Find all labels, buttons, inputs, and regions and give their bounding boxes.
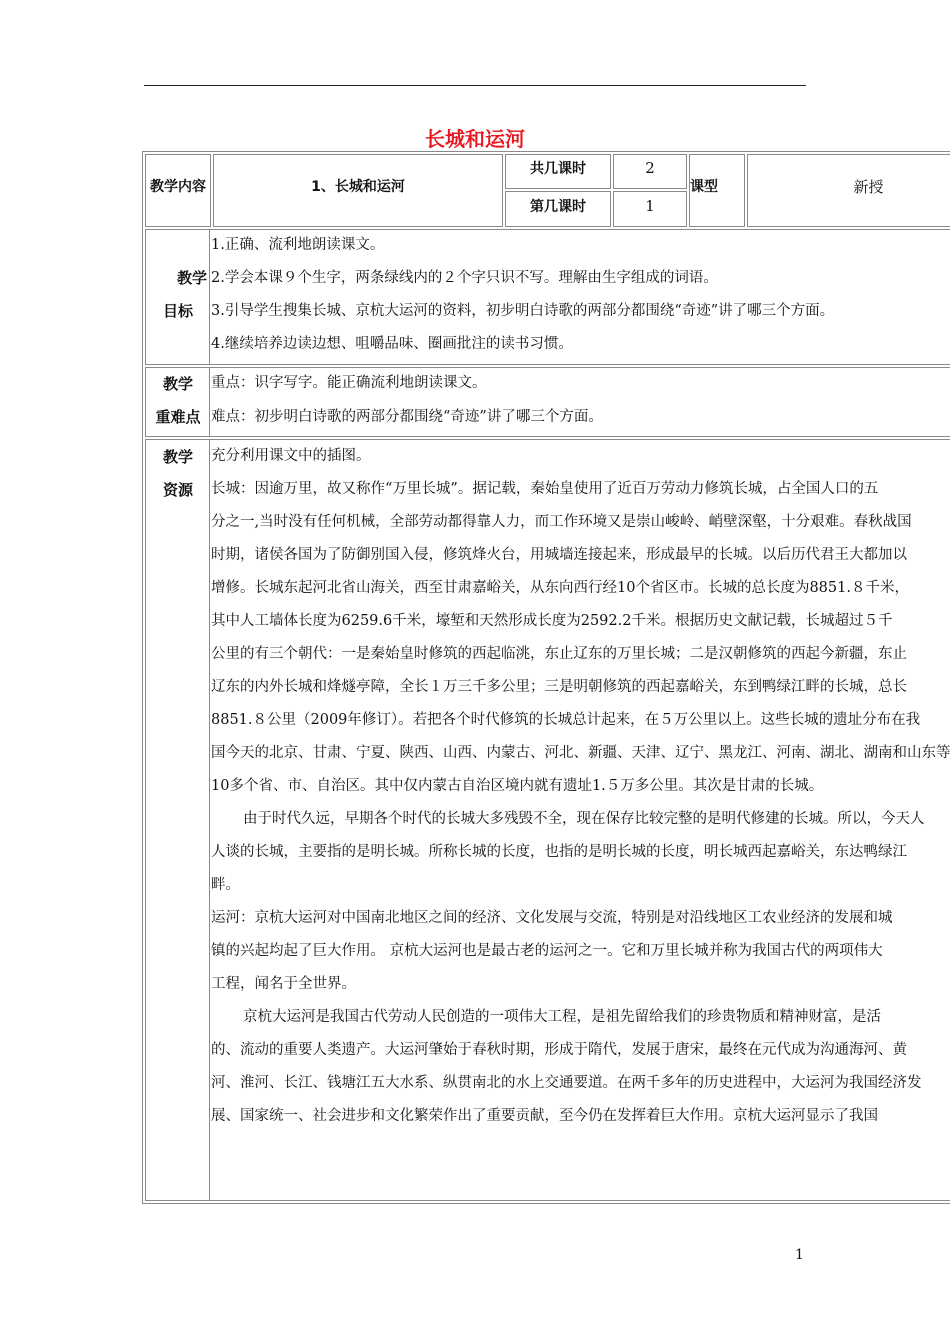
resource-line: 长城：因逾万里，故又称作“万里长城”。据记载，秦始皇使用了近百万劳动力修筑长城，占全国人口的五 [211,481,879,497]
resource-line: 人谈的长城，主要指的是明长城。所称长城的长度，也指的是明长城的长度，明长城西起嘉峪关，东达鸭绿江 [211,844,907,860]
resource-line: 时期，诸侯各国为了防御别国入侵，修筑烽火台，用城墙连接起来，形成最早的长城。以后历代君王大都加以 [211,547,907,563]
total-periods-value: 2 [645,159,655,177]
resource-line: 充分利用课文中的插图。 [211,448,371,464]
objectives-label-1: 教学 [176,269,207,287]
resource-line: 运河：京杭大运河对中国南北地区之间的经济、文化发展与交流，特别是对沿线地区工农业经济的发展和城 [211,910,893,926]
keypoints-label-2: 重难点 [155,408,201,426]
resource-line: 辽东的内外长城和烽燧亭障，全长１万三千多公里；三是明朝修筑的西起嘉峪关，东到鸭绿江畔的长城，总长 [211,679,907,695]
resource-line: 工程，闻名于全世界。 [211,976,356,992]
total-periods-label: 共几课时 [530,161,586,177]
resource-line: 10多个省、市、自治区。其中仅内蒙古自治区境内就有遗址1.５万多公里。其次是甘肃的长城。 [211,778,824,794]
resource-line: 畔。 [211,877,240,893]
keypoint-item: 难点：初步明白诗歌的两部分都围绕“奇迹”讲了哪三个方面。 [211,409,603,425]
resource-line: 增修。长城东起河北省山海关，西至甘肃嘉峪关，从东向西行经10个省区市。长城的总长度为8851.８千米， [211,580,909,596]
resource-line: 8851.８公里（2009年修订）。若把各个时代修筑的长城总计起来，在５万公里以上。这些长城的遗址分布在我 [211,712,921,728]
page-title: 长城和运河 [425,127,525,151]
content-value: 1、长城和运河 [311,179,405,195]
resources-text [211,440,950,1200]
resource-line: 京杭大运河是我国古代劳动人民创造的一项伟大工程，是祖先留给我们的珍贵物质和精神财富，是活 [243,1009,881,1025]
objective-item: 2.学会本课９个生字，两条绿线内的２个字只识不写。理解由生字组成的词语。 [211,270,718,286]
type-label: 课型 [690,179,718,195]
resource-line: 镇的兴起均起了巨大作用。 京杭大运河也是最古老的运河之一。它和万里长城并称为我国古代的两项伟大 [211,943,883,959]
header-rule [144,85,806,86]
objectives-label-2: 目标 [162,302,193,320]
resource-line: 河、淮河、长江、钱塘江五大水系、纵贯南北的水上交通要道。在两千多年的历史进程中，大运河为我国经济发 [211,1075,922,1091]
resource-line: 其中人工墙体长度为6259.6千米，壕堑和天然形成长度为2592.2千米。根据历史文献记载，长城超过５千 [211,613,893,629]
objective-item: 3.引导学生搜集长城、京杭大运河的资料，初步明白诗歌的两部分都围绕“奇迹”讲了哪三个方面。 [211,303,835,319]
period-no-value: 1 [645,197,655,215]
page-number: 1 [795,1247,804,1263]
objectives-list [211,229,950,365]
resource-line: 展、国家统一、社会进步和文化繁荣作出了重要贡献，至今仍在发挥着巨大作用。京杭大运河显示了我国 [211,1108,878,1124]
resources-label-cell [145,439,211,1201]
keypoints-label-1: 教学 [162,375,193,393]
resource-line: 分之一,当时没有任何机械，全部劳动都得靠人力，而工作环境又是崇山峻岭、峭壁深壑，十分艰难。春秋战国 [211,514,912,530]
keypoint-item: 重点：识字写字。能正确流利地朗读课文。 [211,375,487,391]
resource-line: 的、流动的重要人类遗产。大运河肇始于春秋时期，形成于隋代，发展于唐宋，最终在元代成为沟通海河、黄 [211,1042,907,1058]
objective-item: 4.继续培养边读边想、咀嚼品味、圈画批注的读书习惯。 [211,336,573,352]
resource-line: 公里的有三个朝代：一是秦始皇时修筑的西起临洮，东止辽东的万里长城；二是汉朝修筑的西起今新疆，东止 [211,646,907,662]
content-label: 教学内容 [150,179,206,195]
resources-label-1: 教学 [162,448,193,466]
keypoints-list [211,367,950,437]
type-value: 新授 [853,178,884,196]
objective-item: 1.正确、流利地朗读课文。 [211,237,385,253]
resources-label-2: 资源 [162,481,193,499]
resource-line: 由于时代久远，早期各个时代的长城大多残毁不全，现在保存比较完整的是明代修建的长城。所以，今天人 [243,811,925,827]
objectives-label-cell [145,229,211,365]
resource-line: 国今天的北京、甘肃、宁夏、陕西、山西、内蒙古、河北、新疆、天津、辽宁、黑龙江、河南、湖北、湖南和山东等 [211,745,950,761]
period-no-label: 第几课时 [530,199,586,215]
